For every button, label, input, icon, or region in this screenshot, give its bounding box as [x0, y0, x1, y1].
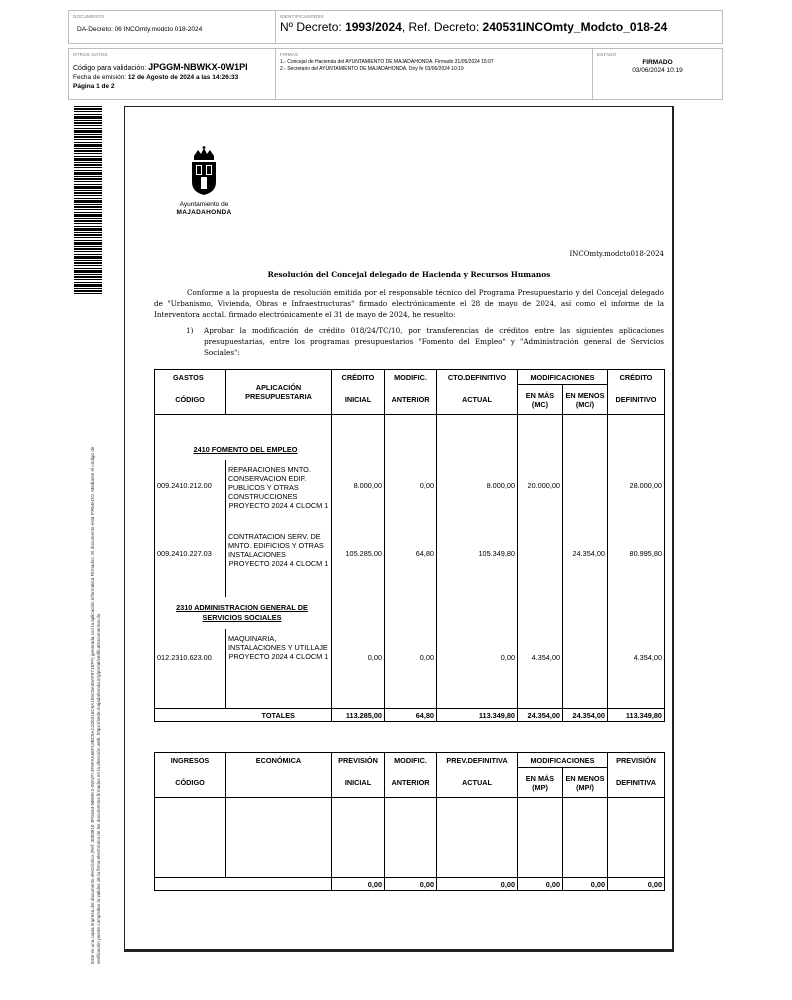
row3-inicial: 0,00: [332, 629, 385, 709]
header-actual: ACTUAL: [437, 768, 518, 798]
documento-value: DA-Decreto: 06 INCOmty.modcto 018-2024: [77, 26, 203, 33]
row3-en-menos: [563, 629, 608, 709]
tot-en-menos: 24.354,00: [563, 709, 608, 722]
totals-row: [155, 878, 665, 891]
header-estado-box: [592, 48, 723, 100]
row1-en-mas: 20.000,00: [518, 460, 563, 532]
crown-tower-icon: [168, 146, 240, 196]
row2-desc: CONTRATACION SERV. DE MNTO. EDIFICIOS Y OTRAS INSTALACIONES PROYECTO 2024 4 CLOCM 1: [226, 532, 332, 597]
codigo-validacion: JPGGM-NBWKX-0W1PI: [148, 62, 248, 72]
tot-actual: 113.349,80: [437, 709, 518, 722]
header-en-menos: EN MENOS (MC/): [563, 385, 608, 415]
ing-tot-en-mas: 0,00: [518, 878, 563, 891]
section-title-fomento: 2410 FOMENTO DEL EMPLEO: [155, 415, 332, 460]
firmas-label: FIRMAS: [280, 52, 299, 57]
item-text: Aprobar la modificación de crédito 018/24/TC/10, por transferencias de créditos entre las siguientes aplicaciones presupuestarias, entre los programas presupuestarios "Fomento del Empleo" y "Administración general de Servicios Sociales":: [204, 326, 664, 357]
row1-codigo: 009.2410.212.00: [155, 460, 226, 532]
header-credito: CRÉDITO: [332, 370, 385, 385]
tot-inicial: 113.285,00: [332, 709, 385, 722]
barcode-image: [74, 106, 102, 296]
header-en-mas: EN MÁS (MC): [518, 385, 563, 415]
tot-en-mas: 24.354,00: [518, 709, 563, 722]
row1-inicial: 8.000,00: [332, 460, 385, 532]
gastos-table: [154, 369, 665, 722]
header-gastos: GASTOS: [155, 370, 226, 385]
header-inicial: INICIAL: [332, 385, 385, 415]
row2-actual: 105.349,80: [437, 532, 518, 597]
table-row: [155, 629, 665, 709]
header-identificadores-box: [275, 10, 723, 44]
fecha-emision: 12 de Agosto de 2024 a las 14:26:33: [127, 74, 239, 81]
header-ingresos: INGRESOS: [155, 753, 226, 768]
header-definitiva: DEFINITIVA: [608, 768, 665, 798]
header-economica: ECONÓMICA: [226, 753, 332, 768]
row3-codigo: 012.2310.623.00: [155, 629, 226, 709]
table-row: [155, 460, 665, 532]
otros-label: OTROS DATOS: [73, 52, 108, 57]
row3-desc: MAQUINARIA, INSTALACIONES Y UTILLAJE PROYECTO 2024 4 CLOCM 1: [226, 629, 332, 709]
row1-definitivo: 28.000,00: [608, 460, 665, 532]
documento-label: DOCUMENTO: [73, 14, 105, 19]
row1-actual: 8.000,00: [437, 460, 518, 532]
header-definitivo: DEFINITIVO: [608, 385, 665, 415]
header-prev-definitiva: PREV.DEFINITIVA: [437, 753, 518, 768]
header-anterior: ANTERIOR: [385, 385, 437, 415]
header-actual: ACTUAL: [437, 385, 518, 415]
row2-anterior: 64,80: [385, 532, 437, 597]
row2-definitivo: 80.995,80: [608, 532, 665, 597]
row1-en-menos: [563, 460, 608, 532]
header-modificaciones: MODIFICACIONES: [518, 753, 608, 768]
row1-anterior: 0,00: [385, 460, 437, 532]
header-modificaciones: MODIFICACIONES: [518, 370, 608, 385]
row1-desc: REPARACIONES MNTO. CONSERVACION EDIF. PUBLICOS Y OTRAS CONSTRUCCIONES PROYECTO 2024 4 CLOCM 1: [226, 460, 332, 532]
totals-row: [155, 709, 665, 722]
pagina-label: Página 1 de 2: [73, 83, 115, 90]
header-codigo: CÓDIGO: [155, 385, 226, 415]
header-otros-box: OTROS DATOS Código para validación: JPGGM-NBWKX-0W1PI Fecha de emisión: 12 de Agosto de 2024 a las 14:26:33 Página 1 de 2: [68, 48, 276, 100]
identificadores-label: IDENTIFICADORES: [280, 14, 325, 19]
tot-anterior: 64,80: [385, 709, 437, 722]
ingresos-table: [154, 752, 665, 891]
ayuntamiento-logo: [168, 146, 240, 217]
header-en-menos: EN MENOS (MP/): [563, 768, 608, 798]
header-modific: MODIFIC.: [385, 753, 437, 768]
totales-label: TOTALES: [226, 709, 332, 722]
header-codigo: CÓDIGO: [155, 768, 226, 798]
row2-en-mas: [518, 532, 563, 597]
row3-definitivo: 4.354,00: [608, 629, 665, 709]
resolution-title: Resolución del Concejal delegado de Hacienda y Recursos Humanos: [267, 270, 551, 279]
estado-label: ESTADO: [597, 52, 617, 57]
header-credito-2: CRÉDITO: [608, 370, 665, 385]
row3-actual: 0,00: [437, 629, 518, 709]
ing-tot-inicial: 0,00: [332, 878, 385, 891]
header-firmas-box: [275, 48, 593, 100]
firma-1: 1.- Concejal de Hacienda del AYUNTAMIENTO DE MAJADAHONDA. Firmado 31/05/2024 15:07: [280, 59, 494, 65]
header-inicial: INICIAL: [332, 768, 385, 798]
item-number: 1): [186, 326, 194, 335]
row2-codigo: 009.2410.227.03: [155, 532, 226, 597]
logo-line1: Ayuntamiento de: [179, 201, 229, 208]
estado-date: 03/06/2024 10:19: [632, 67, 683, 74]
firma-2: 2.- Secretario del AYUNTAMIENTO DE MAJADAHONDA. Doy fe 03/06/2024 10:19: [280, 66, 464, 72]
ing-tot-actual: 0,00: [437, 878, 518, 891]
resolution-item-1: [186, 325, 664, 358]
resolution-paragraph: Conforme a la propuesta de resolución emitida por el responsable técnico del Programa Presupuestario y del Concejal delegado de "Urbanismo, Vivienda, Obras e Infraestructuras" firmado electrónicamente el 28 de mayo de 2024, así como el informe de la Interventora acctal. firmado electrónicamente el 31 de mayo de 2024, he resuelto:: [154, 288, 664, 319]
tot-definitivo: 113.349,80: [608, 709, 665, 722]
header-modific: MODIFIC.: [385, 370, 437, 385]
header-cto-definitivo: CTO.DEFINITIVO: [437, 370, 518, 385]
header-anterior: ANTERIOR: [385, 768, 437, 798]
row2-en-menos: 24.354,00: [563, 532, 608, 597]
header-documento-box: [68, 10, 276, 44]
header-aplicacion: APLICACIÓN PRESUPUESTARIA: [226, 370, 332, 415]
row3-anterior: 0,00: [385, 629, 437, 709]
decreto-line: Nº Decreto: 1993/2024, Ref. Decreto: 240531INCOmty_Modcto_018-24: [280, 20, 668, 34]
section-title-servicios-sociales: 2310 ADMINISTRACION GENERAL DE SERVICIOS SOCIALES: [155, 597, 332, 629]
row2-inicial: 105.285,00: [332, 532, 385, 597]
header-prevision: PREVISIÓN: [332, 753, 385, 768]
header-en-mas: EN MÁS (MP): [518, 768, 563, 798]
row3-en-mas: 4.354,00: [518, 629, 563, 709]
ing-tot-anterior: 0,00: [385, 878, 437, 891]
header-prevision-2: PREVISIÓN: [608, 753, 665, 768]
document-reference: INCOmty.modcto018-2024: [569, 250, 664, 258]
side-verification-text: Este es una copia impresa del documento electrónico (Ref: 3083910 JPGGM-NBWKX-0W1PI 4F5FAA56F19BC5AC200316C6A155C8A45AF971EFF) generada con la aplicación informática Firmadoc. El documento está FIRMADO. Mediante el código de verificación puede comprobar la validez de la firma electrónica de los documentos firmados en la dirección web: https://sede.majadahonda.org/portal/verificaDocumentos.do: [90, 446, 101, 964]
ing-tot-definitiva: 0,00: [608, 878, 665, 891]
ing-tot-en-menos: 0,00: [563, 878, 608, 891]
estado-value: FIRMADO: [642, 59, 673, 66]
logo-line2: MAJADAHONDA: [176, 209, 232, 216]
table-row: [155, 532, 665, 597]
